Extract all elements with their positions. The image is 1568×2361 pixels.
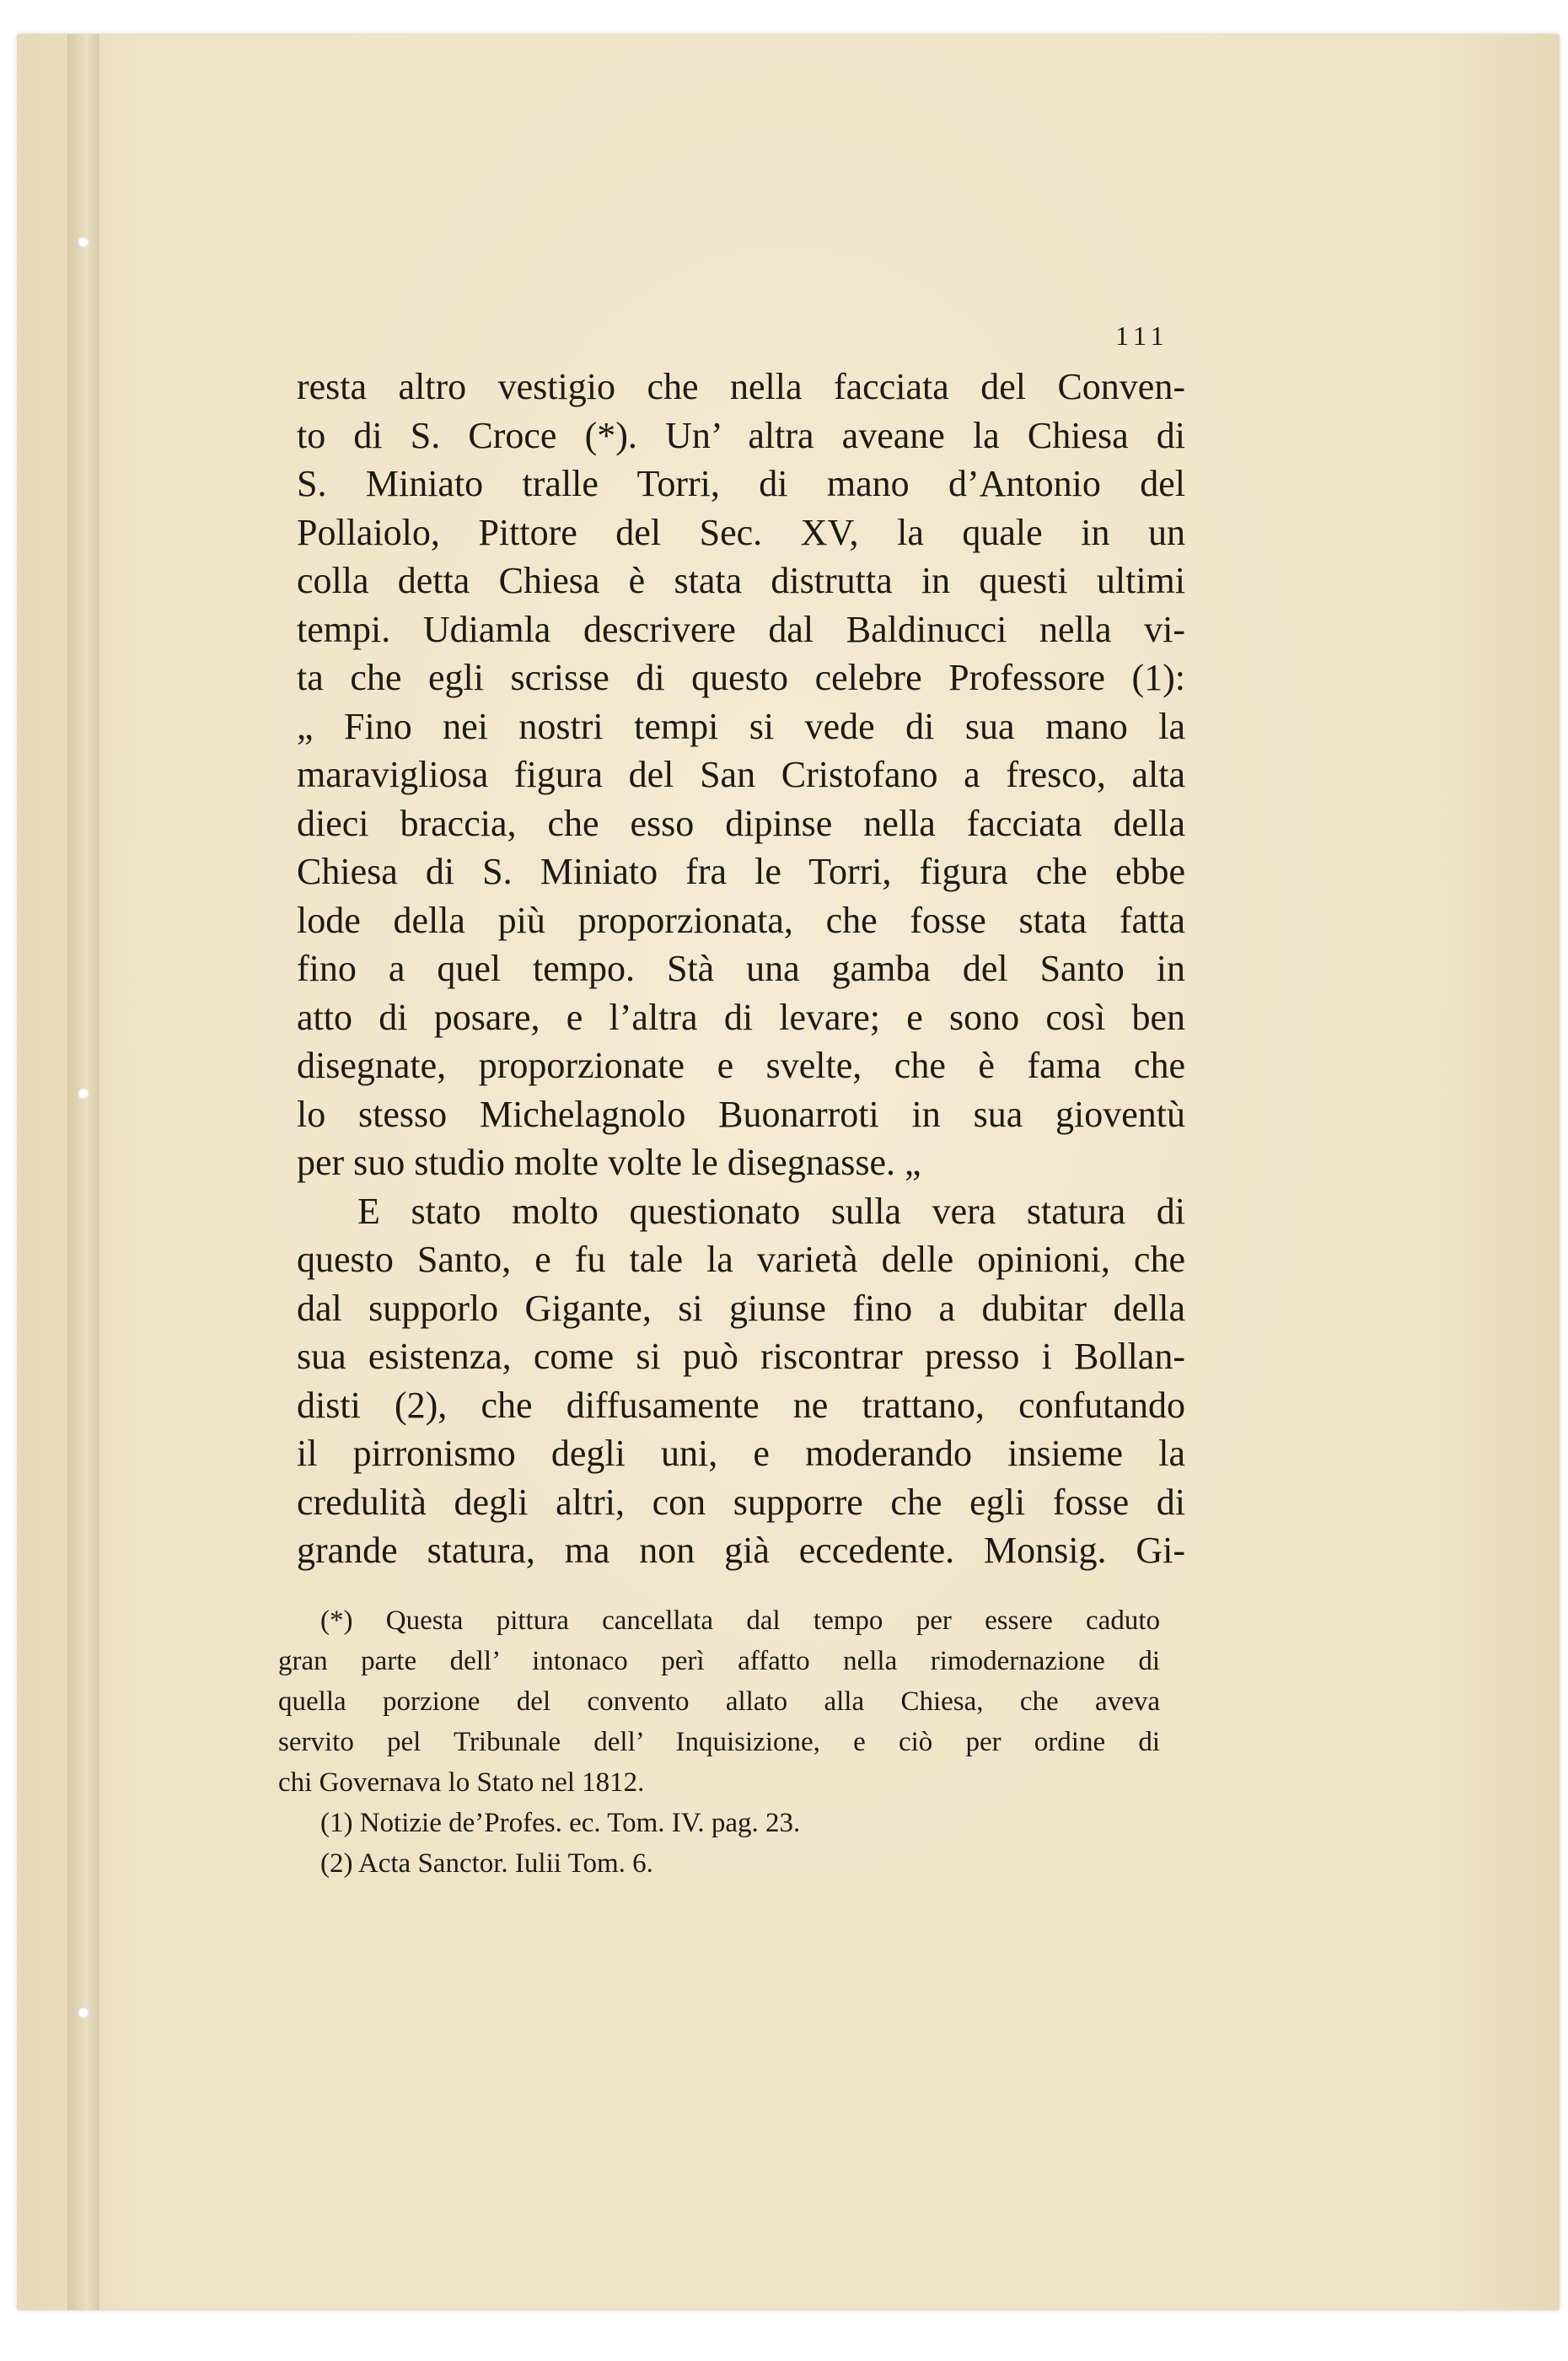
- binding-hole: [78, 236, 89, 248]
- footnote-1: (1) Notizie de’Profes. ec. Tom. IV. pag. 23.: [320, 1808, 801, 1838]
- body-line: S. Miniato tralle Torri, di mano d’Antonio del: [297, 463, 1185, 504]
- body-line: to di S. Croce (*). Un’ altra aveane la Chiesa di: [297, 414, 1185, 456]
- body-line: per suo studio molte volte le disegnasse. „: [297, 1142, 921, 1183]
- body-line: Pollaiolo, Pittore del Sec. XV, la quale in un: [297, 511, 1185, 553]
- body-line: grande statura, ma non già eccedente. Monsig. Gi-: [297, 1530, 1185, 1571]
- body-line: maravigliosa figura del San Cristofano a fresco, alta: [297, 754, 1185, 795]
- body-line: tempi. Udiamla descrivere dal Baldinucci nella vi-: [297, 608, 1185, 650]
- body-line: credulità degli altri, con supporre che egli fosse di: [297, 1481, 1185, 1523]
- body-line: questo Santo, e fu tale la varietà delle opinioni, che: [297, 1239, 1185, 1280]
- body-line: colla detta Chiesa è stata distrutta in questi ultimi: [297, 560, 1185, 601]
- body-line: atto di posare, e l’altra di levare; e sono così ben: [297, 996, 1185, 1038]
- footnote-2: (2) Acta Sanctor. Iulii Tom. 6.: [320, 1848, 653, 1879]
- body-line: dal supporlo Gigante, si giunse fino a dubitar della: [297, 1287, 1185, 1329]
- body-line: disegnate, proporzionate e svelte, che è fama che: [297, 1045, 1185, 1086]
- footnotes: [278, 1600, 1160, 1884]
- book-page: [17, 34, 1560, 2310]
- body-line: lo stesso Michelagnolo Buonarroti in sua gioventù: [297, 1093, 1185, 1135]
- body-line: fino a quel tempo. Stà una gamba del Santo in: [297, 948, 1185, 989]
- page-fold-shadow: [67, 34, 99, 2310]
- body-line: il pirronismo degli uni, e moderando insieme la: [297, 1433, 1185, 1474]
- footnote-line: chi Governava lo Stato nel 1812.: [278, 1767, 645, 1798]
- body-line: lode della più proporzionata, che fosse stata fatta: [297, 899, 1185, 941]
- body-line: Chiesa di S. Miniato fra le Torri, figura che ebbe: [297, 851, 1185, 892]
- footnote-line: quella porzione del convento allato alla Chiesa, che aveva: [278, 1686, 1160, 1717]
- binding-hole: [78, 2007, 89, 2019]
- body-line: ta che egli scrisse di questo celebre Professore (1):: [297, 657, 1185, 698]
- binding-hole: [78, 1088, 89, 1100]
- body-line: dieci braccia, che esso dipinse nella facciata della: [297, 802, 1185, 844]
- page-number: 111: [1115, 320, 1169, 351]
- body-line: „ Fino nei nostri tempi si vede di sua mano la: [297, 705, 1185, 747]
- body-text: [297, 363, 1185, 1575]
- body-line: E stato molto questionato sulla vera statura di: [357, 1190, 1185, 1232]
- footnote-line: (*) Questa pittura cancellata dal tempo per essere caduto: [320, 1605, 1160, 1636]
- footnote-line: gran parte dell’ intonaco perì affatto nella rimodernazione di: [278, 1646, 1160, 1676]
- body-line: resta altro vestigio che nella facciata del Conven-: [297, 366, 1185, 407]
- body-line: disti (2), che diffusamente ne trattano, confutando: [297, 1384, 1185, 1426]
- body-line: sua esistenza, come si può riscontrar presso i Bollan-: [297, 1336, 1185, 1377]
- footnote-line: servito pel Tribunale dell’ Inquisizione, e ciò per ordine di: [278, 1727, 1160, 1757]
